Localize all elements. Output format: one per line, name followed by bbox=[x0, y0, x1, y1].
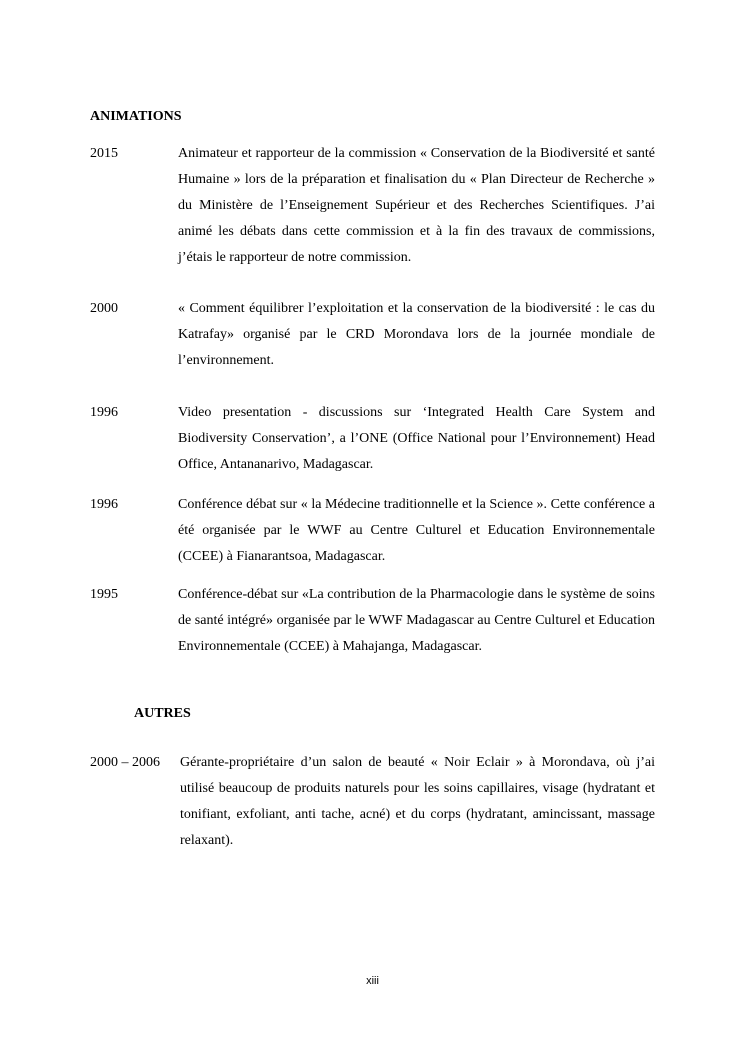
entry-description: « Comment équilibrer l’exploitation et la conservation de la biodiversité : le cas du Katrafay» organisé par le CRD Morondava lors de la journée mondiale de l’environnement. bbox=[178, 301, 655, 368]
entry-year: 2015 bbox=[90, 146, 118, 161]
section-heading-animations: ANIMATIONS bbox=[90, 109, 182, 124]
entry-year: 2000 – 2006 bbox=[90, 755, 160, 770]
page-number: xiii bbox=[366, 975, 379, 987]
entry-description: Gérante-propriétaire d’un salon de beauté « Noir Eclair » à Morondava, où j’ai utilisé beaucoup de produits naturels pour les soins capillaires, visage (hydratant et tonifiant, exfoliant, anti tache, acné) et du corps (hydratant, amincissant, massage relaxant). bbox=[180, 755, 655, 848]
entry-description: Animateur et rapporteur de la commission « Conservation de la Biodiversité et santé Humaine » lors de la préparation et finalisation du « Plan Directeur de Recherche » du Ministère de l’Enseignement Supérieur et des Recherches Scientifiques. J’ai animé les débats dans cette commission et à la fin des travaux de commissions, j’étais le rapporteur de notre commission. bbox=[178, 146, 655, 265]
entry-year: 1995 bbox=[90, 587, 118, 602]
entry-description: Conférence débat sur « la Médecine traditionnelle et la Science ». Cette conférence a été organisée par le WWF au Centre Culturel et Education Environnementale (CCEE) à Fianarantsoa, Madagascar. bbox=[178, 497, 655, 564]
entry-year: 2000 bbox=[90, 301, 118, 316]
entry-description: Video presentation - discussions sur ‘Integrated Health Care System and Biodiversity Conservation’, a l’ONE (Office National pour l’Environnement) Head Office, Antananarivo, Madagascar. bbox=[178, 405, 655, 472]
section-heading-autres: AUTRES bbox=[134, 706, 191, 721]
entry-year: 1996 bbox=[90, 497, 118, 512]
entry-description: Conférence-débat sur «La contribution de la Pharmacologie dans le système de soins de santé intégré» organisée par le WWF Madagascar au Centre Culturel et Education Environnementale (CCEE) à Mahajanga, Madagascar. bbox=[178, 587, 655, 654]
entry-year: 1996 bbox=[90, 405, 118, 420]
